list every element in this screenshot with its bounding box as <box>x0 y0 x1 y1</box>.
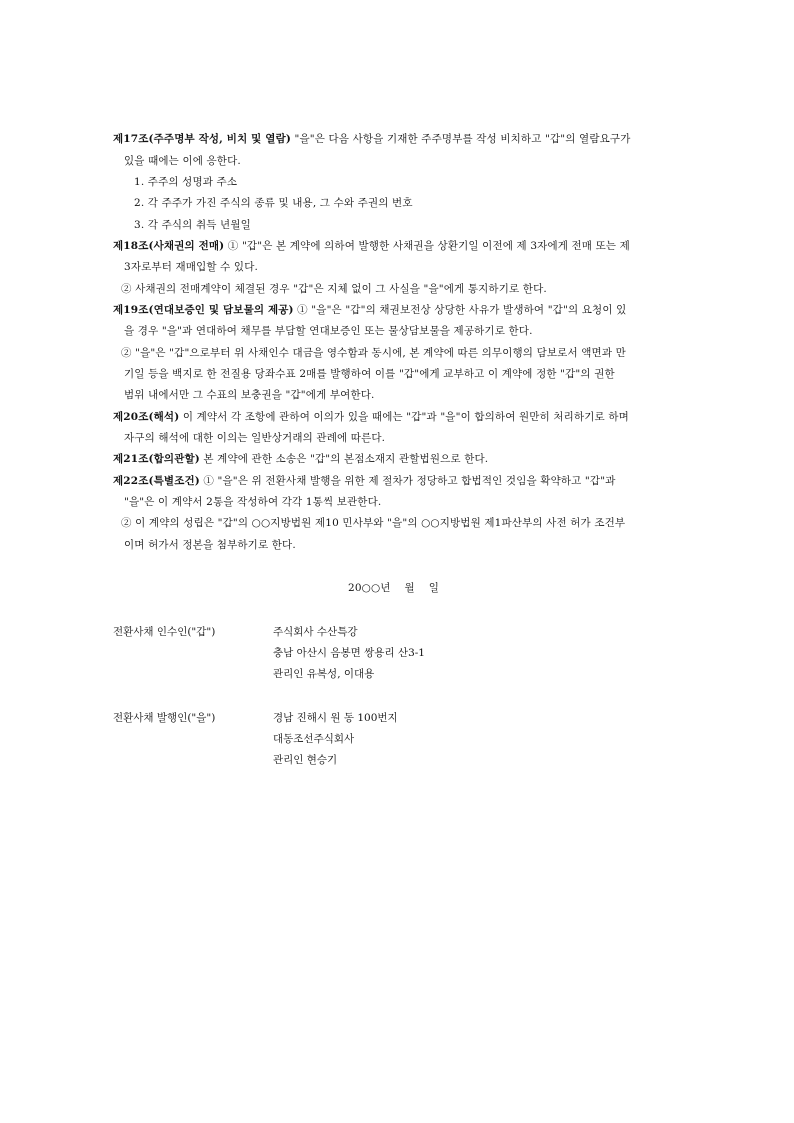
art18-para2: ② 사채권의 전매계약이 체결된 경우 "갑"은 지체 없이 그 사실을 "을"에게 통지하기로 한다. <box>121 283 547 295</box>
art22-heading: 제22조(특별조건) <box>113 475 200 487</box>
art19-text: ① "을"은 "갑"의 채권보전상 상당한 사유가 발생하여 "갑"의 요청이 있 <box>293 304 627 316</box>
party-b-line-1: 경남 진해시 원 동 100번지 <box>273 712 398 724</box>
party-b-line-3: 관리인 현승기 <box>273 754 338 766</box>
art19-heading: 제19조(연대보증인 및 담보물의 제공) <box>113 304 294 316</box>
art22-cont: "을"은 이 계약서 2통을 작성하여 각각 1통씩 보관한다. <box>124 496 382 508</box>
art22-para2-line2: 이며 허가서 정본을 첨부하기로 한다. <box>124 539 296 551</box>
art21-heading: 제21조(합의관할) <box>113 453 200 465</box>
art20-line1 <box>113 410 629 424</box>
art17-item-3: 3. 각 주식의 취득 년월일 <box>134 219 251 231</box>
art21-text: 본 계약에 관한 소송은 "갑"의 본점소재지 관할법원으로 한다. <box>199 453 489 465</box>
art18-text: ① "갑"은 본 계약에 의하여 발행한 사채권을 상환기일 이전에 제 3자에게 전매 또는 제 <box>224 240 630 252</box>
art21-line1 <box>113 452 488 466</box>
art20-cont: 자구의 해석에 대한 이의는 일반상거래의 관례에 따른다. <box>124 432 386 444</box>
party-a-label: 전환사채 인수인("갑") <box>113 626 216 638</box>
art17-heading: 제17조(주주명부 작성, 비치 및 열람) <box>113 133 291 145</box>
art17-item-1: 1. 주주의 성명과 주소 <box>134 176 238 188</box>
art17-line1 <box>113 132 631 146</box>
art19-para2-line3: 범위 내에서만 그 수표의 보충권을 "갑"에게 부여한다. <box>124 389 375 401</box>
art22-para2-line1: ② 이 계약의 성립은 "갑"의 ○○지방법원 제10 민사부와 "을"의 ○○지방법원 제1파산부의 사전 허가 조건부 <box>121 517 626 529</box>
art20-heading: 제20조(해석) <box>113 411 180 423</box>
art17-text: "을"은 다음 사항을 기재한 주주명부를 작성 비치하고 "갑"의 열람요구가 <box>290 133 631 145</box>
contract-date: 20○○년 월 일 <box>348 582 440 594</box>
art20-text: 이 계약서 각 조항에 관하여 이의가 있을 때에는 "갑"과 "을"이 합의하여 원만히 처리하기로 하며 <box>179 411 629 423</box>
party-b-label: 전환사채 발행인("을") <box>113 712 216 724</box>
art18-line1 <box>113 239 630 253</box>
art19-line1 <box>113 303 626 317</box>
art17-cont: 있을 때에는 이에 응한다. <box>124 155 241 167</box>
art22-line1 <box>113 474 615 488</box>
art19-cont: 을 경우 "을"과 연대하여 채무를 부담할 연대보증인 또는 물상담보물을 제공하기로 한다. <box>124 325 533 337</box>
art18-cont: 3자로부터 재매입할 수 있다. <box>124 261 259 273</box>
party-a-line-3: 관리인 유복성, 이대용 <box>273 668 375 680</box>
party-b-line-2: 대동조선주식회사 <box>273 733 355 745</box>
party-a-line-2: 충남 아산시 음봉면 쌍용리 산3-1 <box>273 647 425 659</box>
art22-text: ① "을"은 위 전환사채 발행을 위한 제 절차가 정당하고 합법적인 것임을 확약하고 "갑"과 <box>199 475 616 487</box>
art19-para2-line2: 기일 등을 백지로 한 전질용 당좌수표 2매를 발행하여 이를 "갑"에게 교부하고 이 계약에 정한 "갑"의 권한 <box>124 368 615 380</box>
art17-item-2: 2. 각 주주가 가진 주식의 종류 및 내용, 그 수와 주권의 번호 <box>134 197 413 209</box>
art18-heading: 제18조(사채권의 전매) <box>113 240 225 252</box>
art19-para2-line1: ② "을"은 "갑"으로부터 위 사채인수 대금을 영수함과 동시에, 본 계약에 따른 의무이행의 담보로서 액면과 만 <box>121 347 626 359</box>
party-a-line-1: 주식회사 수산특강 <box>273 626 358 638</box>
